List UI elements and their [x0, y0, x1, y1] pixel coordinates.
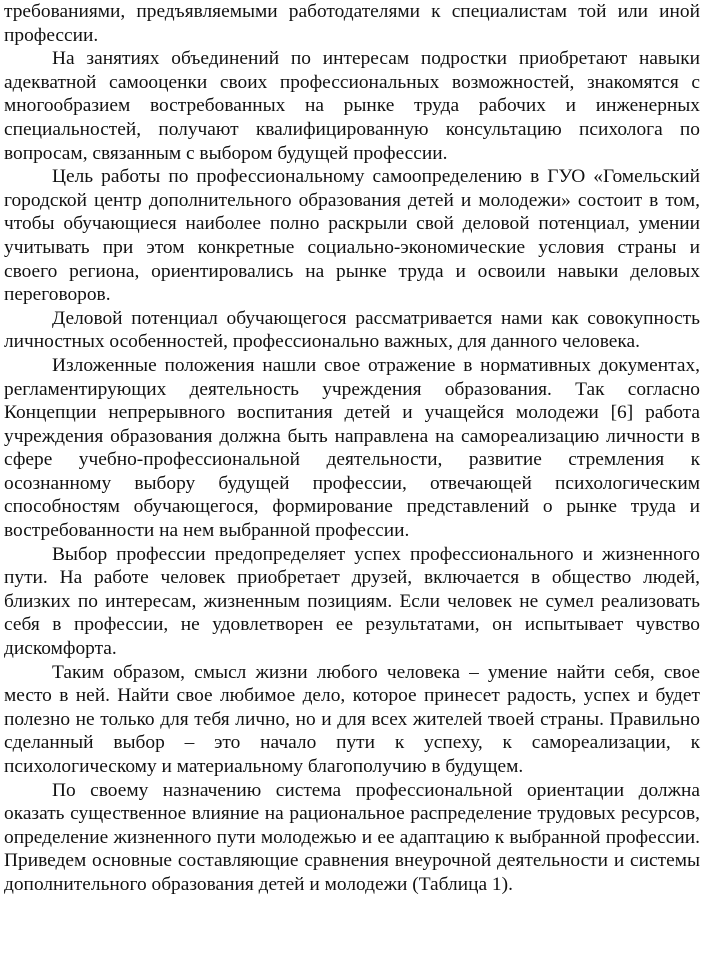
paragraph-business-potential: Деловой потенциал обучающегося рассматривается нами как совокупность личностных особенностей, профессионально важных, для данного человека. [4, 307, 700, 353]
paragraph-normative-documents: Изложенные положения нашли свое отражение в нормативных документах, регламентирующих деятельность учреждения образования. Так согласно Концепции непрерывного воспитания детей и учащейся молодежи [6] работа учреждения образования должна быть направлена на самореализацию личности в сфере учебно-профессиональной деятельности, развитие стремления к осознанному выбору будущей профессии, отвечающей психологическим способностям обучающегося, формирование представлений о рынке труда и востребованности на нем выбранной профессии. [4, 354, 700, 542]
paragraph-work-goal: Цель работы по профессиональному самоопределению в ГУО «Гомельский городской центр дополнительного образования детей и молодежи» состоит в том, чтобы обучающиеся наиболее полно раскрыли свой деловой потенциал, умении учитывать при этом конкретные социально-экономические условия страны и своего региона, ориентировались на рынке труда и освоили навыки деловых переговоров. [4, 166, 700, 306]
paragraph-career-choice: Выбор профессии предопределяет успех профессионального и жизненного пути. На работе человек приобретает друзей, включается в общество людей, близких по интересам, жизненным позициям. Если человек не сумел реализовать себя в профессии, не удовлетворен ее результатами, он испытывает чувство дискомфорта. [4, 543, 700, 660]
paragraph-career-guidance-system: По своему назначению система профессиональной ориентации должна оказать существенное влияние на рациональное распределение трудовых ресурсов, определение жизненного пути молодежью и ее адаптацию к выбранной профессии. Приведем основные составляющие сравнения внеурочной деятельности и системы дополнительного образования детей и молодежи (Таблица 1). [4, 779, 700, 895]
paragraph-interest-groups: На занятиях объединений по интересам подростки приобретают навыки адекватной самооценки своих профессиональных возможностей, знакомятся с многообразием востребованных на рынке труда рабочих и инженерных специальностей, получают квалифицированную консультацию психолога по вопросам, связанным с выбором будущей профессии. [4, 48, 700, 164]
paragraph-meaning-of-life: Таким образом, смысл жизни любого человека – умение найти себя, свое место в ней. Найти свое любимое дело, которое принесет радость, успех и будет полезно не только для тебя лично, но и для всех жителей твоей страны. Правильно сделанный выбор – это начало пути к успеху, к самореализации, к психологическому и материальному благополучию в будущем. [4, 661, 700, 777]
paragraph-continuation: требованиями, предъявляемыми работодателями к специалистам той или иной профессии. [4, 1, 700, 46]
